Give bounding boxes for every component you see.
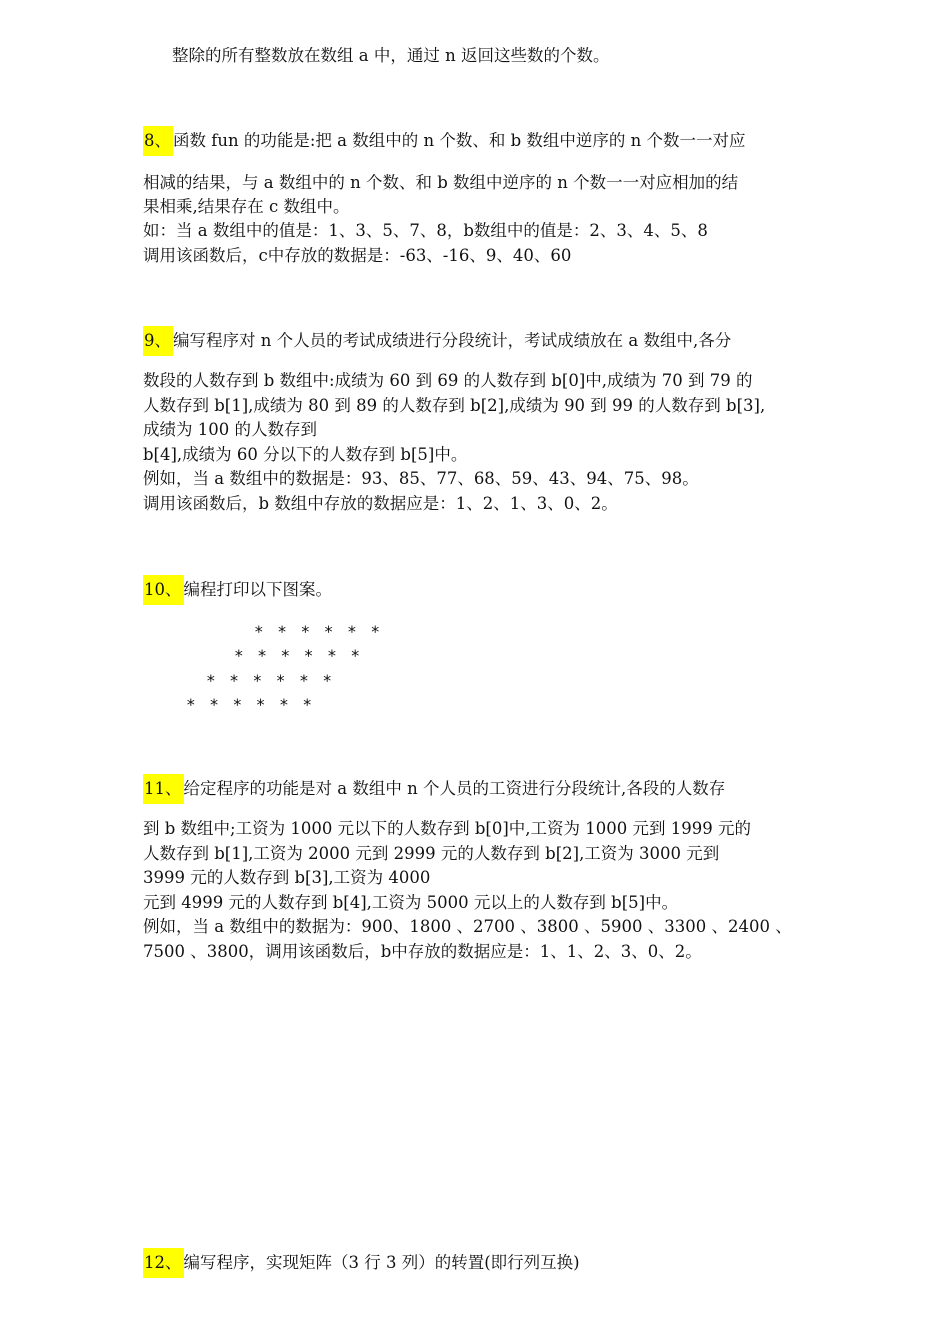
star-pattern-row-1: * * * * * * <box>254 622 382 641</box>
question-9-line-6: 例如，当 a 数组中的数据是：93、85、77、68、59、43、94、75、98。 <box>143 469 699 488</box>
question-11-line-7: 7500 、3800，调用该函数后，b中存放的数据应是：1、1、2、3、0、2。 <box>143 942 702 961</box>
question-9-line-3: 人数存到 b[1],成绩为 80 到 89 的人数存到 b[2],成绩为 90 到 99 的人数存到 b[3], <box>143 396 766 415</box>
question-11-line-3: 人数存到 b[1],工资为 2000 元到 2999 元的人数存到 b[2],工资为 3000 元到 <box>143 844 720 863</box>
question-8-line-5: 调用该函数后，c中存放的数据是：-63、-16、9、40、60 <box>143 246 572 265</box>
question-11-line-5: 元到 4999 元的人数存到 b[4],工资为 5000 元以上的人数存到 b[5]中。 <box>143 893 679 912</box>
question-9-line-5: b[4],成绩为 60 分以下的人数存到 b[5]中。 <box>143 445 468 464</box>
question-number-11: 11、 <box>143 774 184 804</box>
question-8-line-1: 函数 fun 的功能是:把 a 数组中的 n 个数、和 b 数组中逆序的 n 个数一一对应 <box>173 131 746 150</box>
star-pattern-row-2: * * * * * * <box>234 646 362 665</box>
question-11-line-4: 3999 元的人数存到 b[3],工资为 4000 <box>143 868 431 887</box>
question-8-line-3: 果相乘,结果存在 c 数组中。 <box>143 197 350 216</box>
question-10-line-1: 编程打印以下图案。 <box>183 580 332 599</box>
question-9-line-1: 编写程序对 n 个人员的考试成绩进行分段统计，考试成绩放在 a 数组中,各分 <box>173 331 732 350</box>
question-number-9: 9、 <box>143 326 173 356</box>
question-number-8: 8、 <box>143 126 173 156</box>
question-11-heading <box>143 774 725 804</box>
question-9-line-7: 调用该函数后，b 数组中存放的数据应是：1、2、1、3、0、2。 <box>143 494 618 513</box>
question-12-line-1: 编写程序，实现矩阵（3 行 3 列）的转置(即行列互换) <box>183 1253 580 1272</box>
question-8-heading <box>143 126 746 156</box>
question-9-line-4: 成绩为 100 的人数存到 <box>143 420 317 439</box>
question-9-line-2: 数段的人数存到 b 数组中:成绩为 60 到 69 的人数存到 b[0]中,成绩为 70 到 79 的 <box>143 371 753 390</box>
question-8-line-2: 相减的结果，与 a 数组中的 n 个数、和 b 数组中逆序的 n 个数一一对应相加的结 <box>143 173 739 192</box>
star-pattern-row-3: * * * * * * <box>206 671 334 690</box>
question-12-heading <box>143 1248 580 1278</box>
question-9-heading <box>143 326 731 356</box>
question-8-line-4: 如：当 a 数组中的值是：1、3、5、7、8，b数组中的值是：2、3、4、5、8 <box>143 221 708 240</box>
question-number-10: 10、 <box>143 575 184 605</box>
question-11-line-2: 到 b 数组中;工资为 1000 元以下的人数存到 b[0]中,工资为 1000 元到 1999 元的 <box>143 819 751 838</box>
question-10-heading <box>143 575 332 605</box>
star-pattern-row-4: * * * * * * <box>186 695 314 714</box>
intro-text: 整除的所有整数放在数组 a 中，通过 n 返回这些数的个数。 <box>172 46 610 65</box>
question-11-line-1: 给定程序的功能是对 a 数组中 n 个人员的工资进行分段统计,各段的人数存 <box>183 779 726 798</box>
question-11-line-6: 例如，当 a 数组中的数据为：900、1800 、2700 、3800 、5900 、3300 、2400 、 <box>143 917 792 936</box>
question-number-12: 12、 <box>143 1248 184 1278</box>
